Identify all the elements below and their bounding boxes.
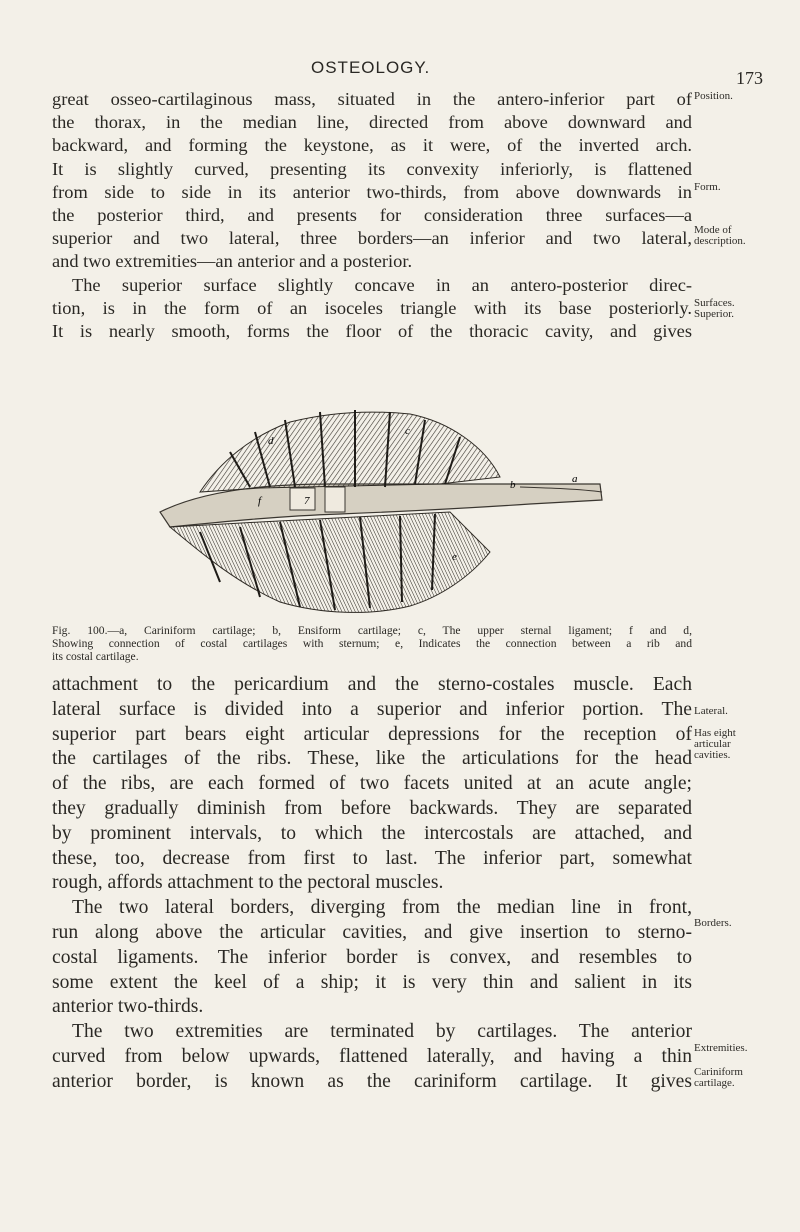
label-d: d <box>268 435 274 447</box>
label-f: f <box>258 495 262 507</box>
caption-line: Showing connection of costal cartilages with sternum; e, Indicates the connection between a rib and <box>52 637 692 650</box>
margin-note-position: Position. <box>694 90 733 102</box>
text-line: from side to side in its anterior two-thirds, from above downwards in <box>52 181 692 202</box>
figure-caption <box>52 624 692 663</box>
text-line: It is nearly smooth, forms the floor of the thoracic cavity, and gives <box>52 320 692 341</box>
text-line: The superior surface slightly concave in an antero-posterior direc- <box>72 274 692 295</box>
text-line: The two lateral borders, diverging from the median line in front, <box>72 897 692 919</box>
text-line: attachment to the pericardium and the sterno-costales muscle. Each <box>52 674 692 695</box>
label-b: b <box>510 479 516 491</box>
margin-note-lateral: Lateral. <box>694 705 728 717</box>
text-line: backward, and forming the keystone, as it were, of the inverted arch. <box>52 135 692 156</box>
text-line: and two extremities—an anterior and a posterior. <box>52 251 413 272</box>
label-g: 7 <box>304 495 310 507</box>
margin-note-extremities: Extremities. <box>694 1042 748 1054</box>
paragraph-position <box>52 88 692 343</box>
text-line: of the ribs, are each formed of two facets united at an acute angle; <box>52 773 692 795</box>
text-line: lateral surface is divided into a superior and inferior portion. The <box>52 698 692 720</box>
text-line: The two extremities are terminated by cartilages. The anterior <box>72 1021 692 1043</box>
margin-note-surfaces-superior: Surfaces. Superior. <box>694 297 735 320</box>
margin-note-borders: Borders. <box>694 917 732 929</box>
margin-note-mode-of-description: Mode of description. <box>694 224 746 247</box>
text-line: anterior two-thirds. <box>52 996 204 1018</box>
text-line: superior part bears eight articular depressions for the reception of <box>52 723 692 745</box>
costal-cartilages-lower <box>170 512 490 612</box>
caption-line: Fig. 100.—a, Cariniform cartilage; b, Ensiform cartilage; c, The upper sternal ligament; f and d, <box>52 624 692 637</box>
text-line: anterior border, is known as the cariniform cartilage. It gives <box>52 1070 692 1092</box>
text-line: rough, affords attachment to the pectoral muscles. <box>52 872 444 894</box>
text-line: the cartilages of the ribs. These, like the articulations for the head <box>52 748 692 770</box>
text-line: tion, is in the form of an isoceles triangle with its base posteriorly. <box>52 297 692 318</box>
caption-line: its costal cartilage. <box>52 650 139 663</box>
text-line: costal ligaments. The inferior border is convex, and resembles to <box>52 946 692 968</box>
text-line: superior and two lateral, three borders—an inferior and two lateral, <box>52 228 692 249</box>
sternum-illustration <box>140 392 610 622</box>
page-number: 173 <box>736 68 763 88</box>
text-line: some extent the keel of a ship; it is very thin and salient in its <box>52 971 692 993</box>
text-line: the thorax, in the median line, directed from above downward and <box>52 112 692 133</box>
label-e: e <box>452 551 457 563</box>
label-c: c <box>405 425 410 437</box>
label-a: a <box>572 473 578 485</box>
sternum-figure <box>140 392 610 622</box>
text-line: they gradually diminish from before backwards. They are separated <box>52 797 692 819</box>
margin-note-cariniform-cartilage: Cariniform cartilage. <box>694 1066 743 1089</box>
text-line: the posterior third, and presents for consideration three surfaces—a <box>52 204 692 225</box>
running-head <box>0 56 800 86</box>
margin-note-has-eight-articular-cavities: Has eight articular cavities. <box>694 727 736 761</box>
text-line: by prominent intervals, to which the intercostals are attached, and <box>52 822 692 844</box>
text-line: run along above the articular cavities, and give insertion to sterno- <box>52 921 692 943</box>
text-line: these, too, decrease from first to last. The inferior part, somewhat <box>52 847 692 869</box>
text-line: It is slightly curved, presenting its convexity inferiorly, is flattened <box>52 158 692 179</box>
text-line: curved from below upwards, flattened laterally, and having a thin <box>52 1045 692 1067</box>
running-head-title: OSTEOLOGY. <box>311 58 431 77</box>
margin-note-form: Form. <box>694 181 721 193</box>
paragraph-surfaces <box>52 673 692 1095</box>
text-line: great osseo-cartilaginous mass, situated in the antero-inferior part of <box>52 89 692 109</box>
